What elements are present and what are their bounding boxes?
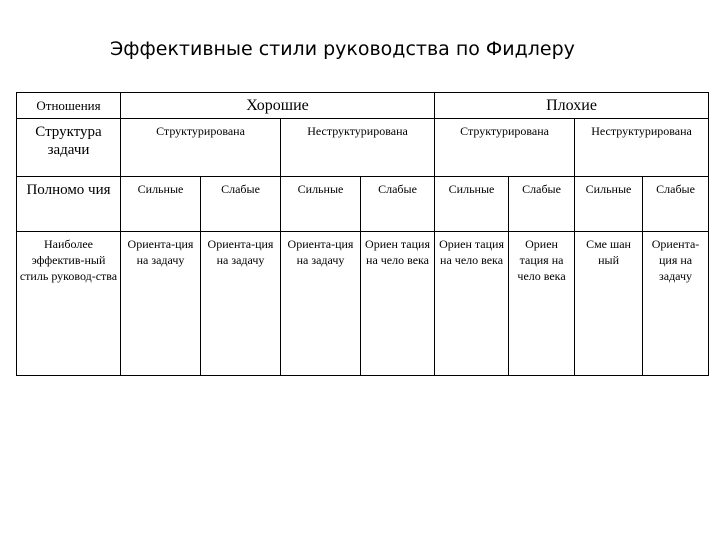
authority-label: Полномо чия: [17, 177, 121, 232]
authority-cell: Слабые: [509, 177, 575, 232]
header-row: [17, 93, 709, 119]
structure-cell: Структурирована: [435, 119, 575, 177]
style-cell: Ориента-ция на задачу: [201, 232, 281, 376]
structure-cell: Неструктурирована: [281, 119, 435, 177]
style-cell: Ориен тация на чело века: [509, 232, 575, 376]
style-cell: Ориента-ция на задачу: [121, 232, 201, 376]
authority-row: [17, 177, 709, 232]
authority-cell: Слабые: [643, 177, 709, 232]
authority-cell: Сильные: [435, 177, 509, 232]
structure-cell: Структурирована: [121, 119, 281, 177]
header-relations: Отношения: [17, 93, 121, 119]
style-cell: Ориен тация на чело века: [435, 232, 509, 376]
style-label: Наиболее эффектив-ный стиль руковод-ства: [17, 232, 121, 376]
authority-cell: Сильные: [121, 177, 201, 232]
structure-row: [17, 119, 709, 177]
style-cell: Ориента-ция на задачу: [643, 232, 709, 376]
authority-cell: Сильные: [281, 177, 361, 232]
authority-cell: Слабые: [361, 177, 435, 232]
structure-label: Структура задачи: [17, 119, 121, 177]
style-cell: Ориен тация на чело века: [361, 232, 435, 376]
page-title-text: Эффективные стили руководства по Фидлеру: [110, 38, 575, 60]
authority-cell: Сильные: [575, 177, 643, 232]
authority-cell: Слабые: [201, 177, 281, 232]
style-cell: Сме шан ный: [575, 232, 643, 376]
header-bad: Плохие: [435, 93, 709, 119]
header-good: Хорошие: [121, 93, 435, 119]
fiedler-styles-table: [16, 92, 709, 376]
structure-cell: Неструктурирована: [575, 119, 709, 177]
style-row: [17, 232, 709, 376]
style-cell: Ориента-ция на задачу: [281, 232, 361, 376]
